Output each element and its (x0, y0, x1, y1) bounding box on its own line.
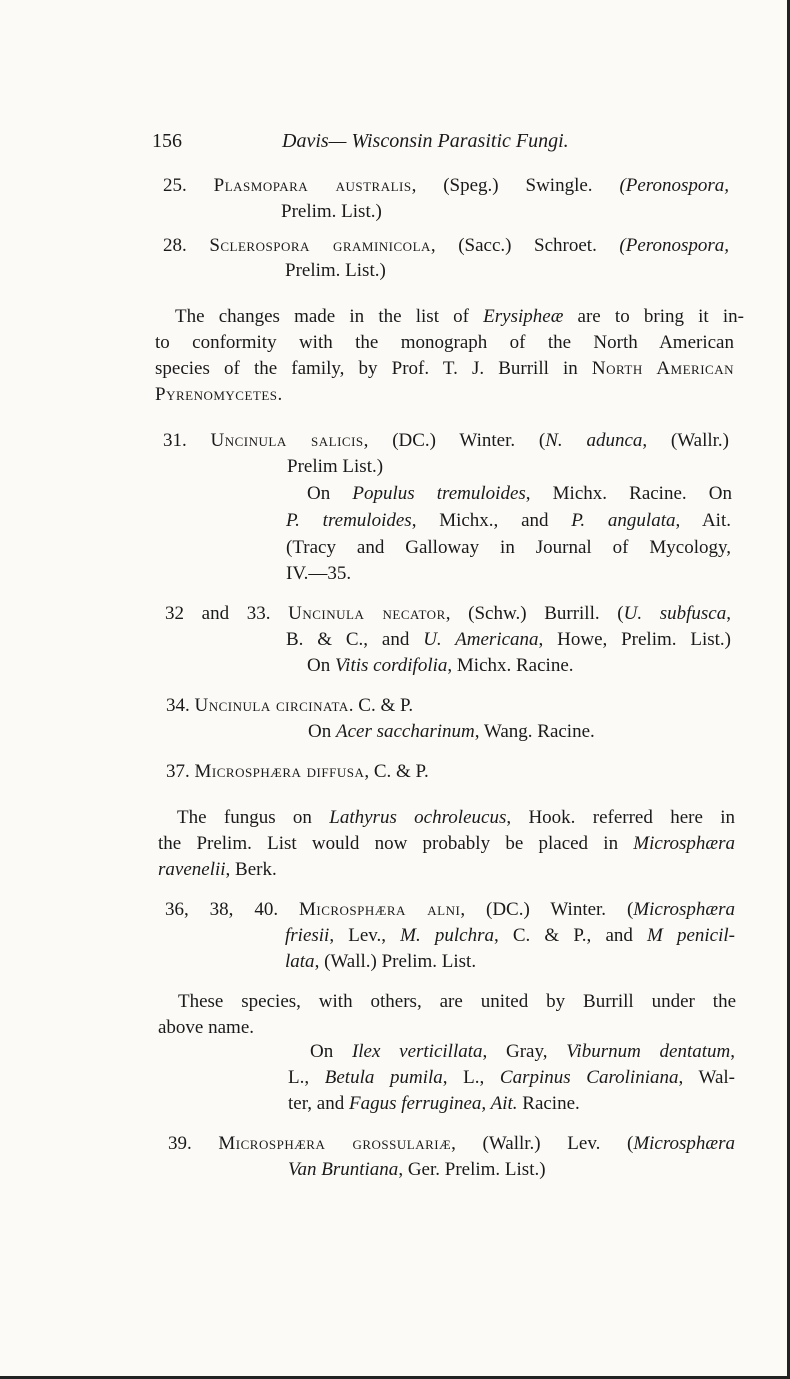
entry-39-line-2: Van Bruntiana, Ger. Prelim. List.) (288, 1159, 546, 1180)
species-para-line-1: These species, with others, are united by Burrill under the (178, 991, 736, 1012)
entry-32-33-line-1: 32 and 33. Uncinula necator, (Schw.) Burrill. (U. subfusca, (165, 603, 731, 624)
entry-39-line-1: 39. Microsphæra grossulariæ, (Wallr.) Lev. (Microsphæra (168, 1133, 736, 1154)
lathyrus-para-line-2: the Prelim. List would now probably be placed in Microsphæra (158, 833, 735, 854)
entry-31-line-5: (Tracy and Galloway in Journal of Mycology, (286, 537, 731, 558)
erysipheae-para-line-2: to conformity with the monograph of the North American (155, 332, 734, 353)
entry-28-line-2: Prelim. List.) (285, 260, 386, 281)
entry-36-38-40-line-1: 36, 38, 40. Microsphæra alni, (DC.) Winter. (Microsphæra (165, 899, 735, 920)
entry-32-33-line-3: On Vitis cordifolia, Michx. Racine. (307, 655, 574, 676)
entry-25-line-1: 25. Plasmopara australis, (Speg.) Swingle. (Peronospora, (163, 175, 730, 196)
erysipheae-para-line-1: The changes made in the list of Erysipheæ are to bring it in- (175, 306, 744, 327)
entry-34-line-1: 34. Uncinula circinata. C. & P. (166, 695, 414, 716)
entry-28-line-1: 28. Sclerospora graminicola, (Sacc.) Schroet. (Peronospora, (163, 235, 729, 256)
species-para-line-2: above name. (158, 1017, 255, 1038)
species-para-line-4: L., Betula pumila, L., Carpinus Caroliniana, Wal- (288, 1067, 735, 1088)
entry-31-line-1: 31. Uncinula salicis, (DC.) Winter. (N. adunca, (Wallr.) (163, 430, 729, 451)
page-number: 156 (152, 130, 182, 152)
running-title: Davis— Wisconsin Parasitic Fungi. (282, 130, 569, 152)
species-para-line-5: ter, and Fagus ferruginea, Ait. Racine. (288, 1093, 580, 1114)
entry-31-line-4: P. tremuloides, Michx., and P. angulata, Ait. (286, 510, 731, 531)
entry-37-line-1: 37. Microsphæra diffusa, C. & P. (166, 761, 429, 782)
erysipheae-para-line-4: Pyrenomycetes. (155, 384, 283, 405)
entry-36-38-40-line-3: lata, (Wall.) Prelim. List. (285, 951, 477, 972)
entry-31-line-3: On Populus tremuloides, Michx. Racine. On (307, 483, 732, 504)
entry-32-33-line-2: B. & C., and U. Americana, Howe, Prelim. List.) (286, 629, 731, 650)
species-para-line-3: On Ilex verticillata, Gray, Viburnum dentatum, (310, 1041, 735, 1062)
entry-34-line-2: On Acer saccharinum, Wang. Racine. (308, 721, 595, 742)
entry-36-38-40-line-2: friesii, Lev., M. pulchra, C. & P., and M penicil- (285, 925, 736, 946)
lathyrus-para-line-1: The fungus on Lathyrus ochroleucus, Hook. referred here in (177, 807, 736, 828)
erysipheae-para-line-3: species of the family, by Prof. T. J. Burrill in North American (155, 358, 734, 379)
lathyrus-para-line-3: ravenelii, Berk. (158, 859, 277, 880)
entry-25-line-2: Prelim. List.) (281, 201, 382, 222)
entry-31-line-2: Prelim List.) (287, 456, 384, 477)
entry-31-line-6: IV.—35. (286, 563, 352, 584)
